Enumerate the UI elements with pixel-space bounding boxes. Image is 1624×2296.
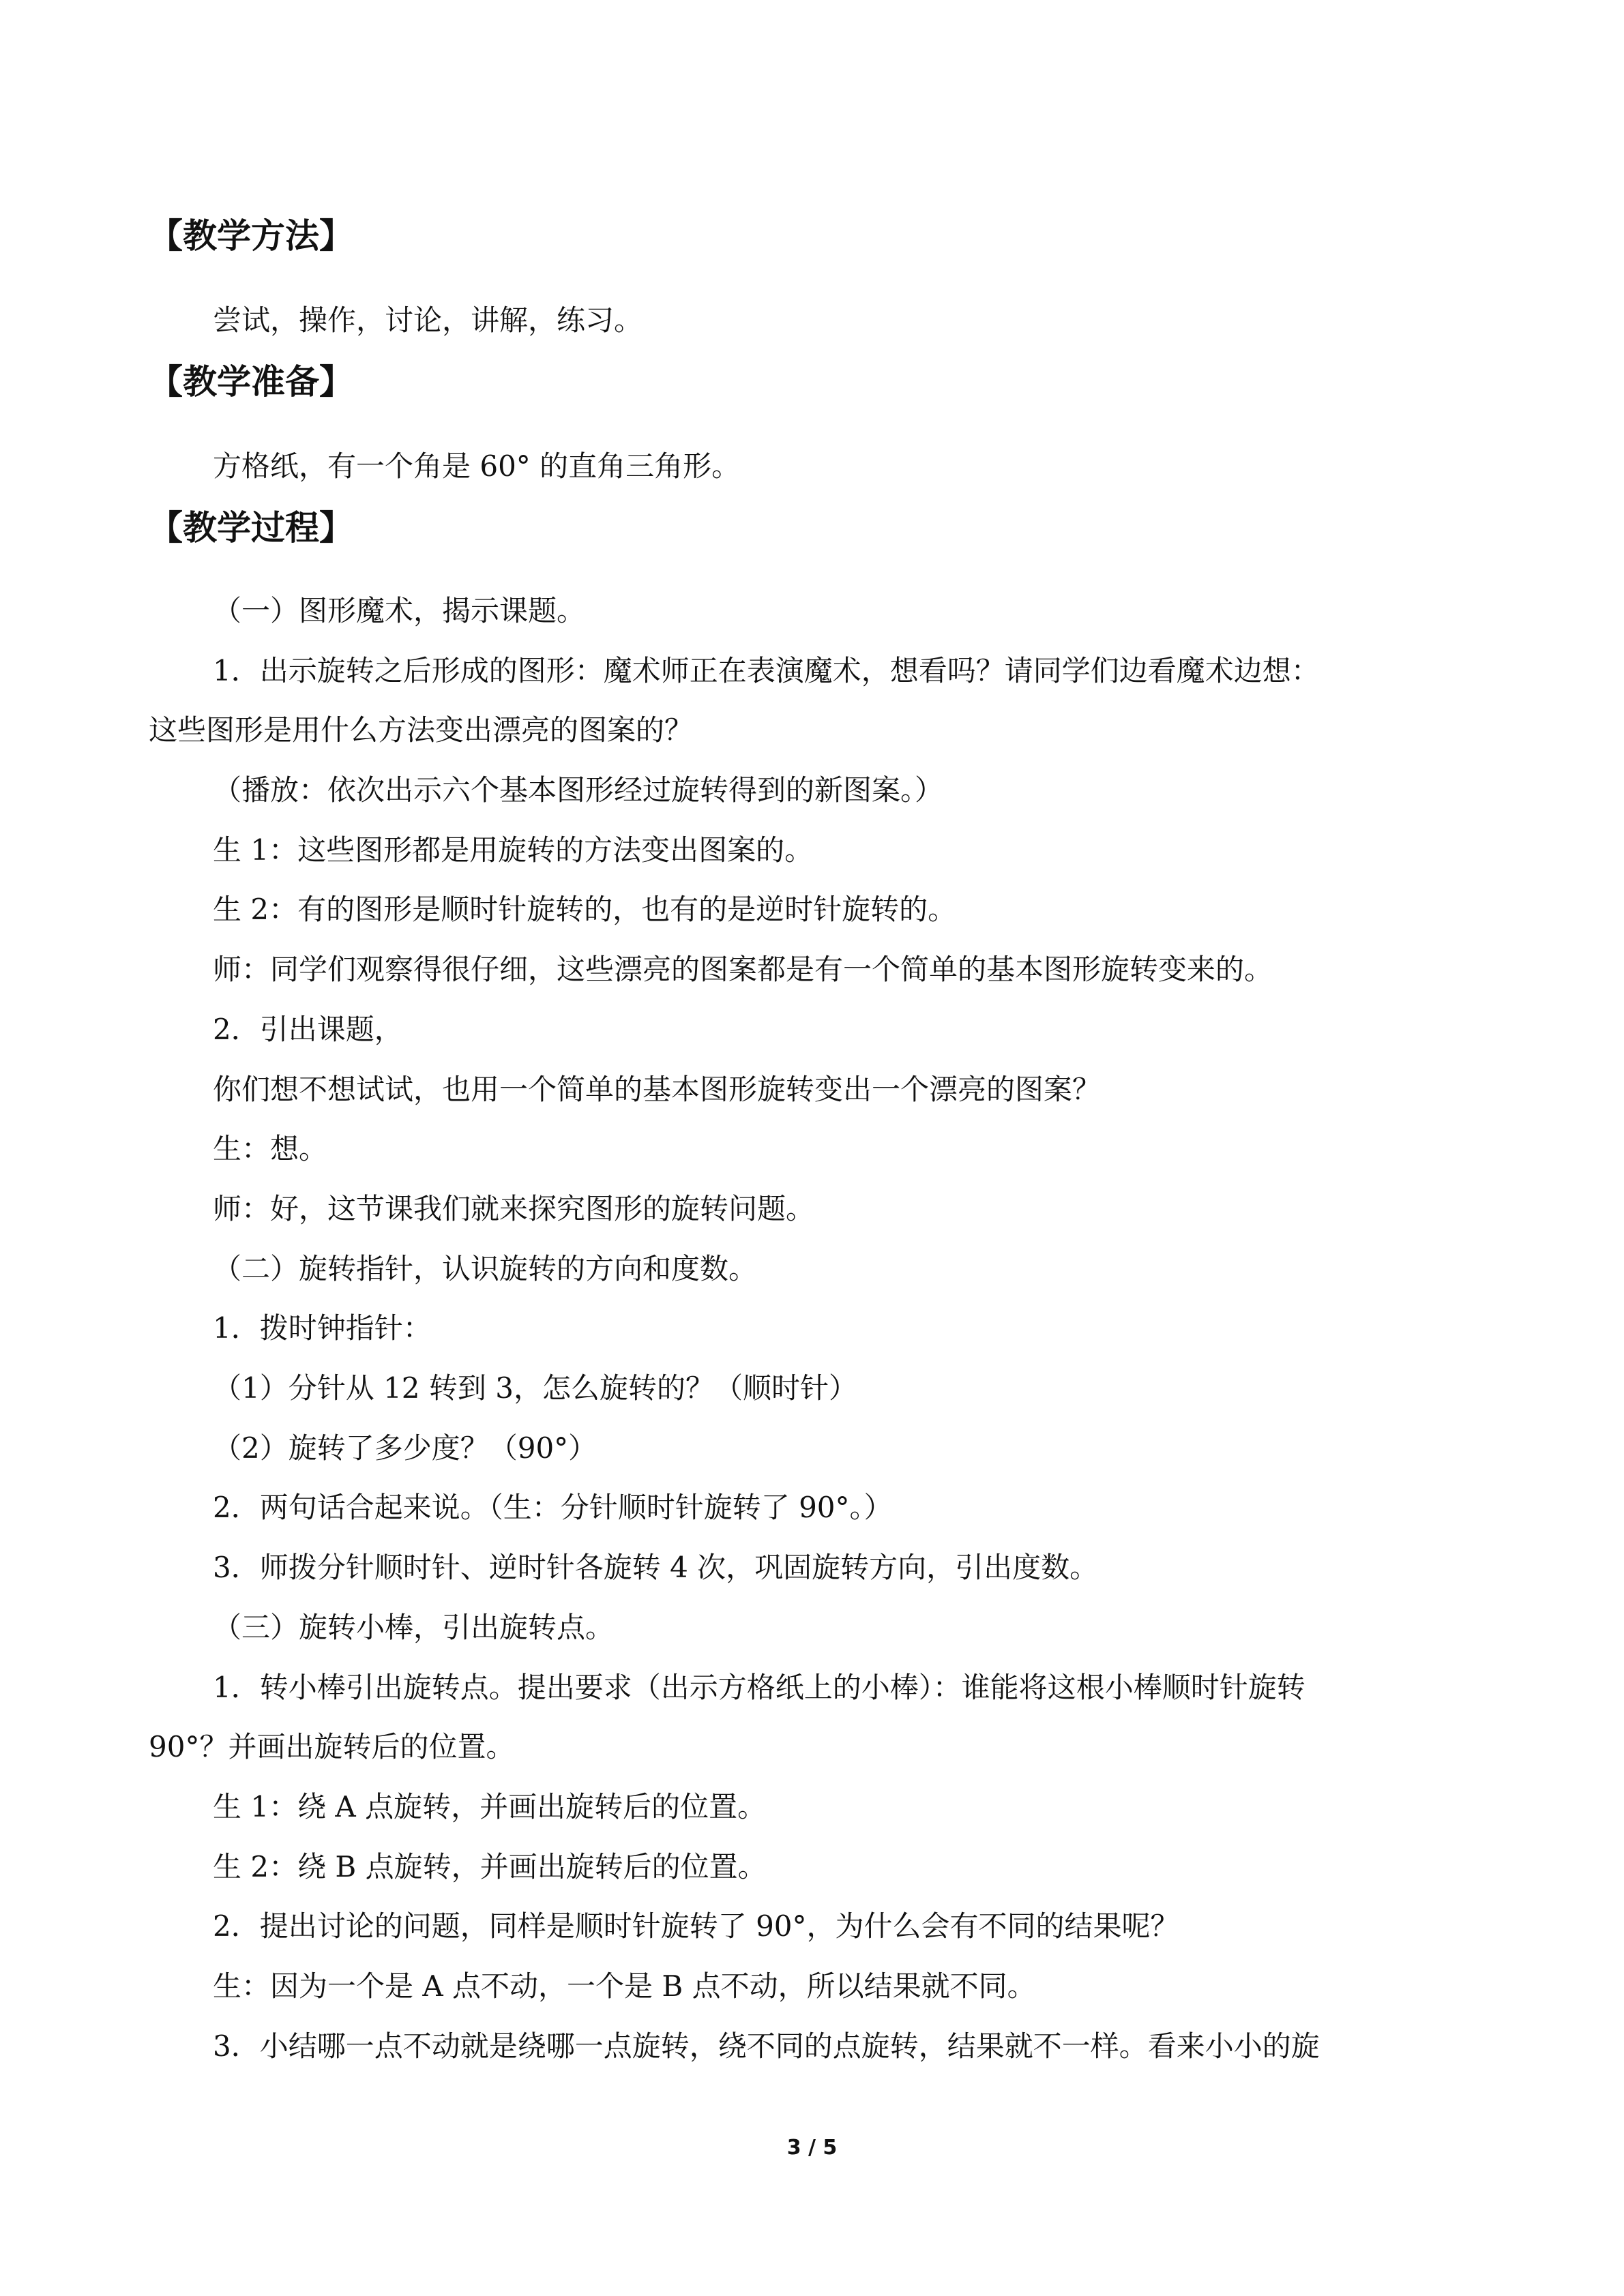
method-text: 尝试，操作，讨论，讲解，练习。 <box>213 303 643 337</box>
paragraph: （一）图形魔术，揭示课题。 <box>213 594 586 627</box>
paragraph: （三）旋转小棒，引出旋转点。 <box>213 1611 615 1644</box>
paragraph: 1．拨时钟指针： <box>213 1311 432 1345</box>
paragraph: 你们想不想试试，也用一个简单的基本图形旋转变出一个漂亮的图案？ <box>213 1073 1102 1106</box>
paragraph: 90°？并画出旋转后的位置。 <box>149 1730 515 1763</box>
paragraph: （1）分针从 12 转到 3，怎么旋转的？（顺时针） <box>213 1371 857 1405</box>
paragraph: 这些图形是用什么方法变出漂亮的图案的？ <box>149 713 694 747</box>
paragraph: 2．提出讨论的问题，同样是顺时针旋转了 90°，为什么会有不同的结果呢？ <box>213 1909 1179 1943</box>
paragraph: 3．小结哪一点不动就是绕哪一点旋转，绕不同的点旋转，结果就不一样。看来小小的旋 <box>213 2029 1320 2063</box>
heading-teaching-process: 【教学过程】 <box>149 508 353 548</box>
paragraph: 师：好，这节课我们就来探究图形的旋转问题。 <box>213 1192 815 1225</box>
heading-teaching-method: 【教学方法】 <box>149 216 353 256</box>
paragraph: 生 1：这些图形都是用旋转的方法变出图案的。 <box>213 833 814 867</box>
paragraph: 1．出示旋转之后形成的图形：魔术师正在表演魔术，想看吗？请同学们边看魔术边想： <box>213 654 1320 687</box>
paragraph: 生：想。 <box>213 1132 328 1165</box>
preparation-text: 方格纸，有一个角是 60° 的直角三角形。 <box>213 449 741 483</box>
paragraph: 3．师拨分针顺时针、逆时针各旋转 4 次，巩固旋转方向，引出度数。 <box>213 1551 1099 1584</box>
paragraph: 生 2：绕 B 点旋转，并画出旋转后的位置。 <box>213 1850 767 1883</box>
paragraph: 师：同学们观察得很仔细，这些漂亮的图案都是有一个简单的基本图形旋转变来的。 <box>213 953 1273 986</box>
heading-teaching-preparation: 【教学准备】 <box>149 362 353 402</box>
paragraph: 2．引出课题， <box>213 1013 403 1046</box>
paragraph: （2）旋转了多少度？（90°） <box>213 1431 597 1465</box>
paragraph: 生 2：有的图形是顺时针旋转的，也有的是逆时针旋转的。 <box>213 893 957 926</box>
paragraph: 生 1：绕 A 点旋转，并画出旋转后的位置。 <box>213 1790 767 1823</box>
paragraph: （二）旋转指针，认识旋转的方向和度数。 <box>213 1252 758 1285</box>
paragraph: 1．转小棒引出旋转点。提出要求（出示方格纸上的小棒）：谁能将这根小棒顺时针旋转 <box>213 1671 1305 1704</box>
paragraph: （播放：依次出示六个基本图形经过旋转得到的新图案。） <box>213 773 944 807</box>
paragraph: 2．两句话合起来说。（生：分针顺时针旋转了 90°。） <box>213 1491 893 1524</box>
paragraph: 生：因为一个是 A 点不动，一个是 B 点不动，所以结果就不同。 <box>213 1969 1036 2003</box>
page-number: 3 / 5 <box>786 2136 838 2160</box>
